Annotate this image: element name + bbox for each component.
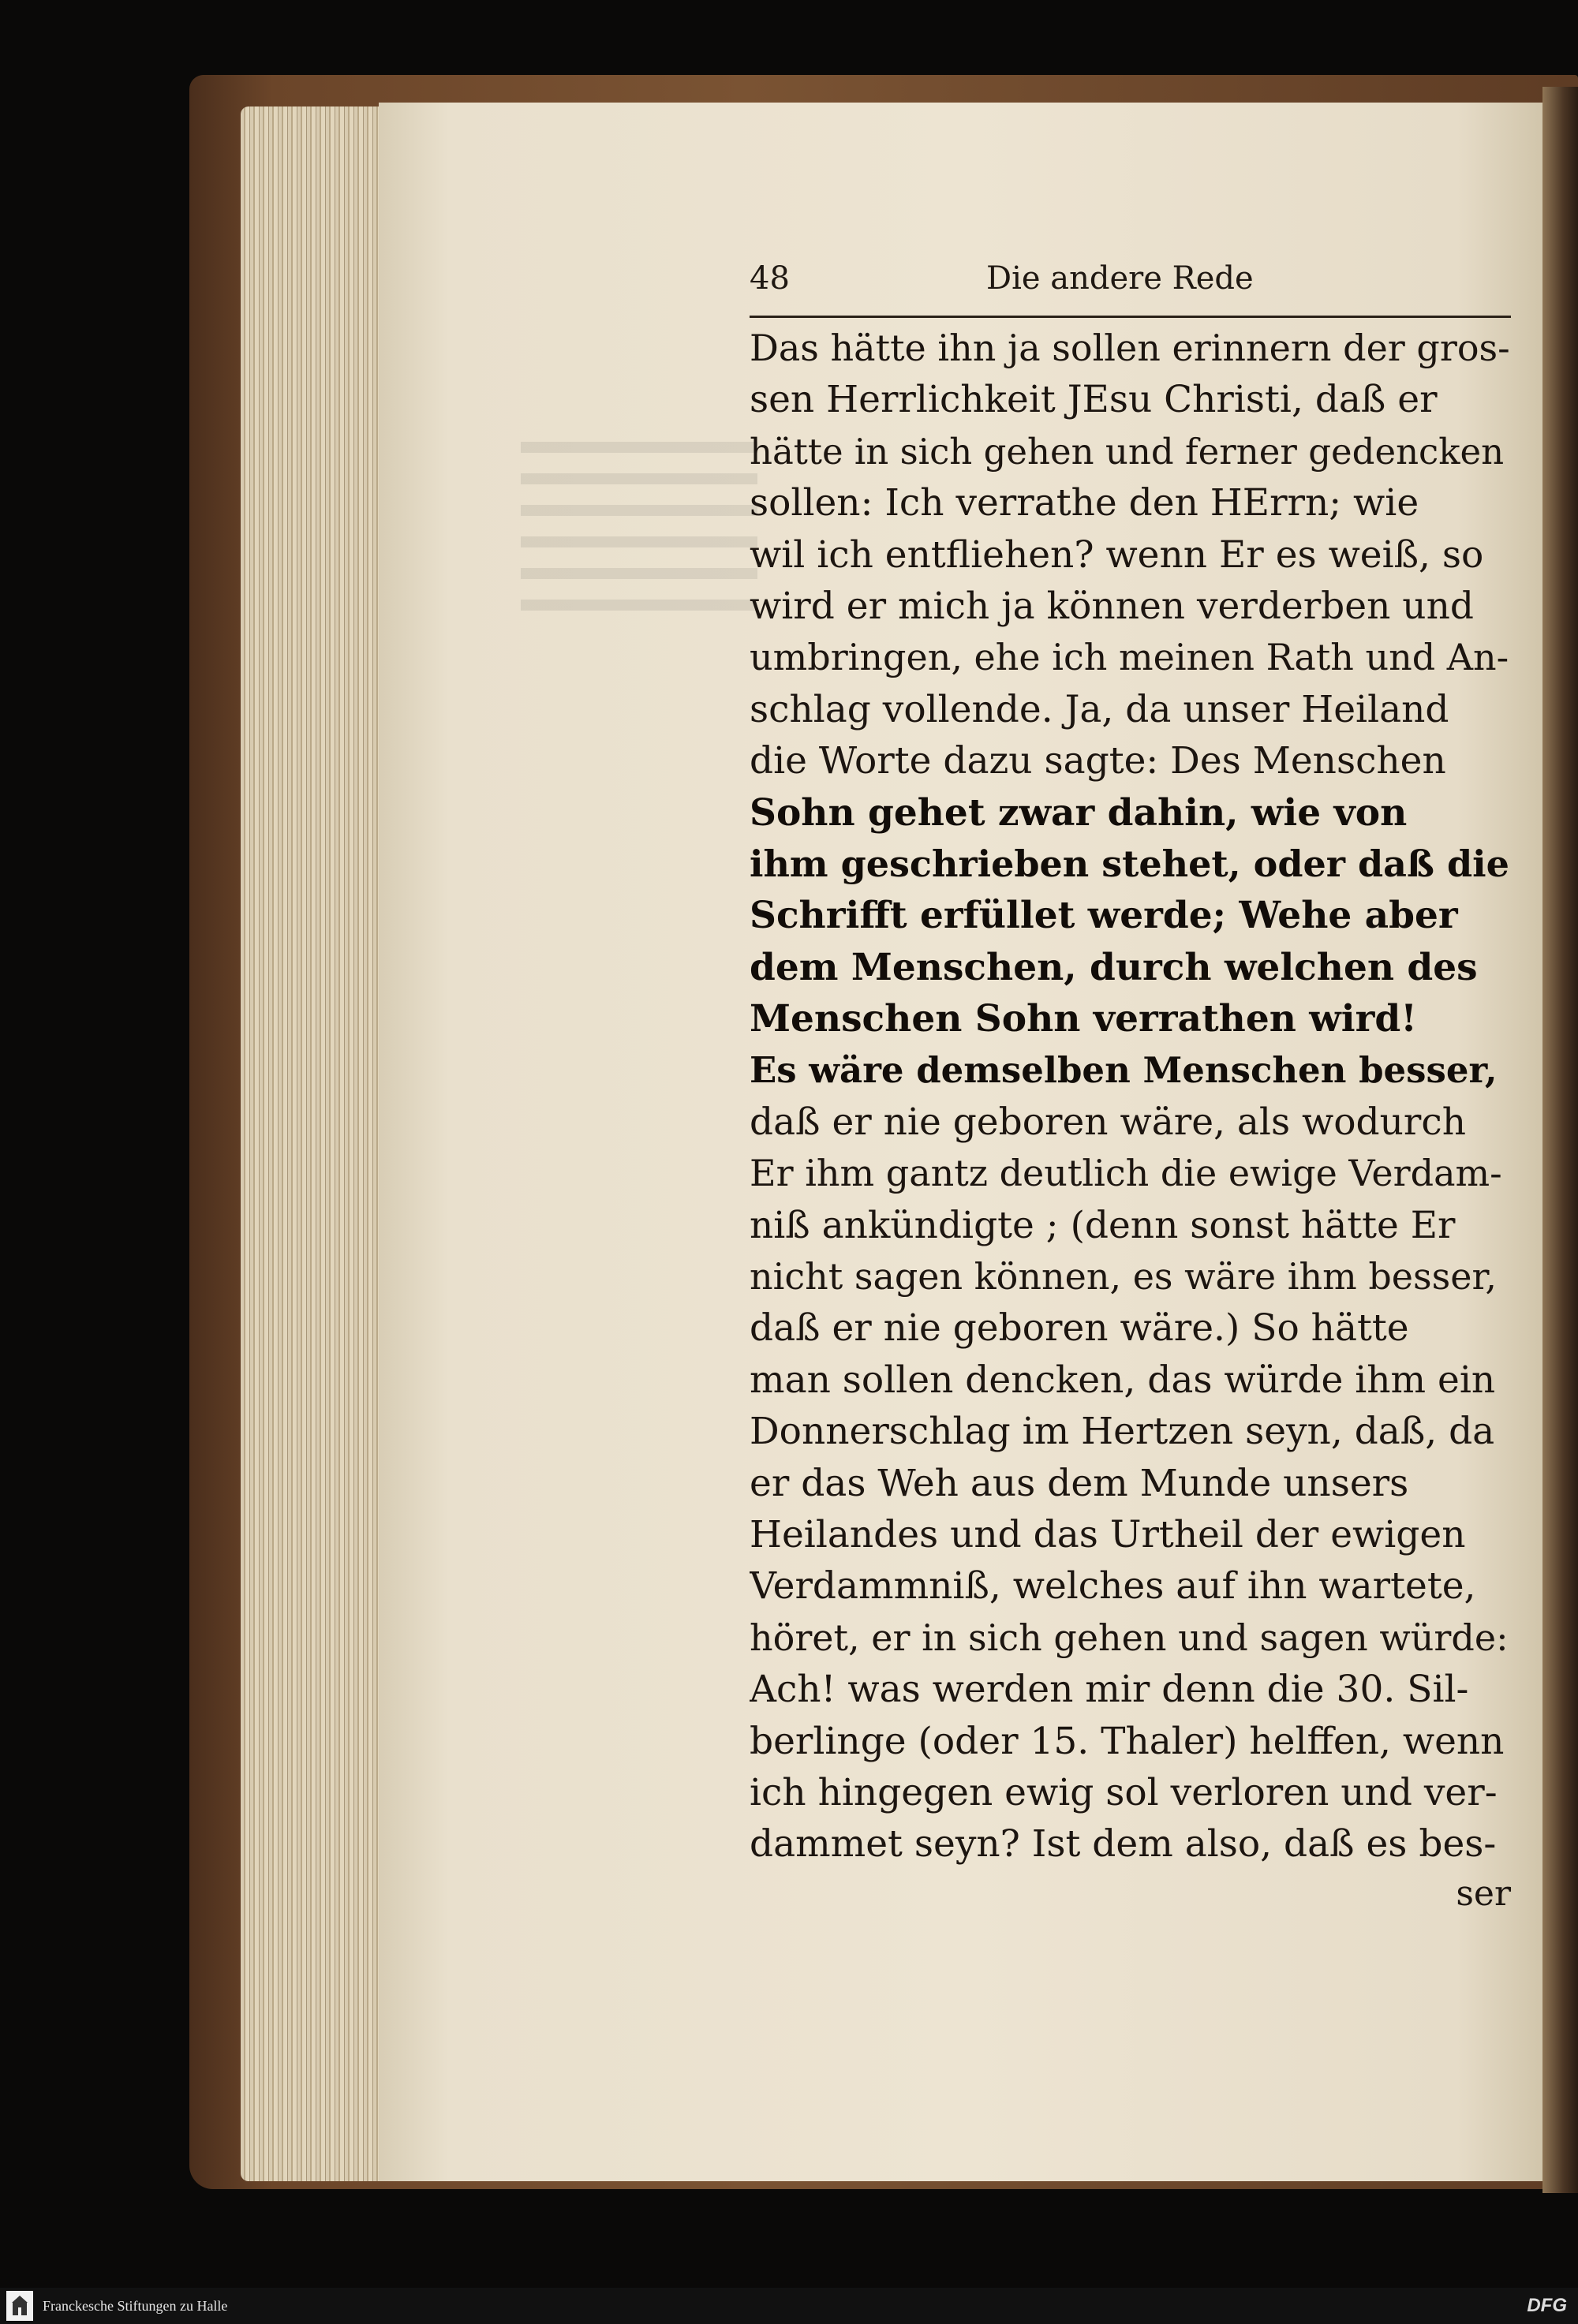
- text-line: hätte in sich gehen und ferner gedencken: [750, 430, 1505, 473]
- text-line: umbringen, ehe ich meinen Rath und An-: [750, 636, 1509, 679]
- text-line: höret, er in sich gehen und sagen würde:: [750, 1616, 1509, 1659]
- text-line: man sollen dencken, das würde ihm ein: [750, 1358, 1496, 1402]
- text-line: Donnerschlag im Hertzen seyn, daß, da: [750, 1410, 1495, 1454]
- text-line: dammet seyn? Ist dem also, daß es bes-: [750, 1822, 1497, 1866]
- text-line: Es wäre demselben Menschen besser,: [750, 1049, 1498, 1092]
- text-line: berlinge (oder 15. Thaler) helffen, wenn: [750, 1719, 1505, 1763]
- text-line: daß er nie geboren wäre.) So hätte: [750, 1306, 1409, 1351]
- dfg-badge: DFG: [1527, 2295, 1567, 2316]
- body-text: [750, 323, 1511, 1870]
- footer-institution: [0, 2291, 227, 2321]
- text-line: Ach! was werden mir denn die 30. Sil-: [750, 1668, 1469, 1712]
- text-line: Er ihm gantz deutlich die ewige Verdam-: [750, 1152, 1502, 1195]
- page-edges: [241, 106, 391, 2181]
- text-line: Verdammniß, welches auf ihn wartete,: [750, 1564, 1476, 1608]
- text-line: Menschen Sohn verrathen wird!: [750, 997, 1417, 1041]
- text-line: nicht sagen können, es wäre ihm besser,: [750, 1255, 1498, 1298]
- text-line: Schrifft erfüllet werde; Wehe aber: [750, 894, 1458, 938]
- page-number: 48: [750, 260, 790, 297]
- text-line: ihm geschrieben stehet, oder daß die: [750, 842, 1509, 885]
- text-line: er das Weh aus dem Munde unsers: [750, 1461, 1409, 1505]
- text-line: Heilandes und das Urtheil der ewigen: [750, 1512, 1466, 1556]
- running-head-title: Die andere Rede: [986, 260, 1254, 297]
- text-block: [750, 252, 1511, 1918]
- text-line: sen Herrlichkeit JEsu Christi, daß er: [750, 378, 1438, 422]
- running-head: [750, 252, 1511, 318]
- ink-bleed-through: [521, 442, 757, 615]
- text-line: Sohn gehet zwar dahin, wie von: [750, 790, 1408, 835]
- text-line: dem Menschen, durch welchen des: [750, 945, 1478, 989]
- text-line: Das hätte ihn ja sollen erinnern der gros-: [750, 327, 1510, 369]
- book-binding: [1542, 87, 1578, 2193]
- text-line: niß ankündigte ; (denn sonst hätte Er: [750, 1203, 1456, 1247]
- viewer-footer: [0, 2288, 1578, 2324]
- text-line: ich hingegen ewig sol verloren und ver-: [750, 1770, 1498, 1814]
- institution-name: Franckesche Stiftungen zu Halle: [43, 2297, 228, 2314]
- text-line: wird er mich ja können verderben und: [750, 584, 1474, 628]
- text-line: die Worte dazu sagte: Des Menschen: [750, 739, 1446, 783]
- catchword: ser: [1456, 1873, 1511, 1914]
- institution-logo-icon: [6, 2291, 33, 2321]
- text-line: schlag vollende. Ja, da unser Heiland: [750, 687, 1449, 731]
- text-line: sollen: Ich verrathe den HErrn; wie: [750, 481, 1419, 525]
- text-line: daß er nie geboren wäre, als wodurch: [750, 1100, 1466, 1144]
- text-line: wil ich entfliehen? wenn Er es weiß, so: [750, 532, 1484, 577]
